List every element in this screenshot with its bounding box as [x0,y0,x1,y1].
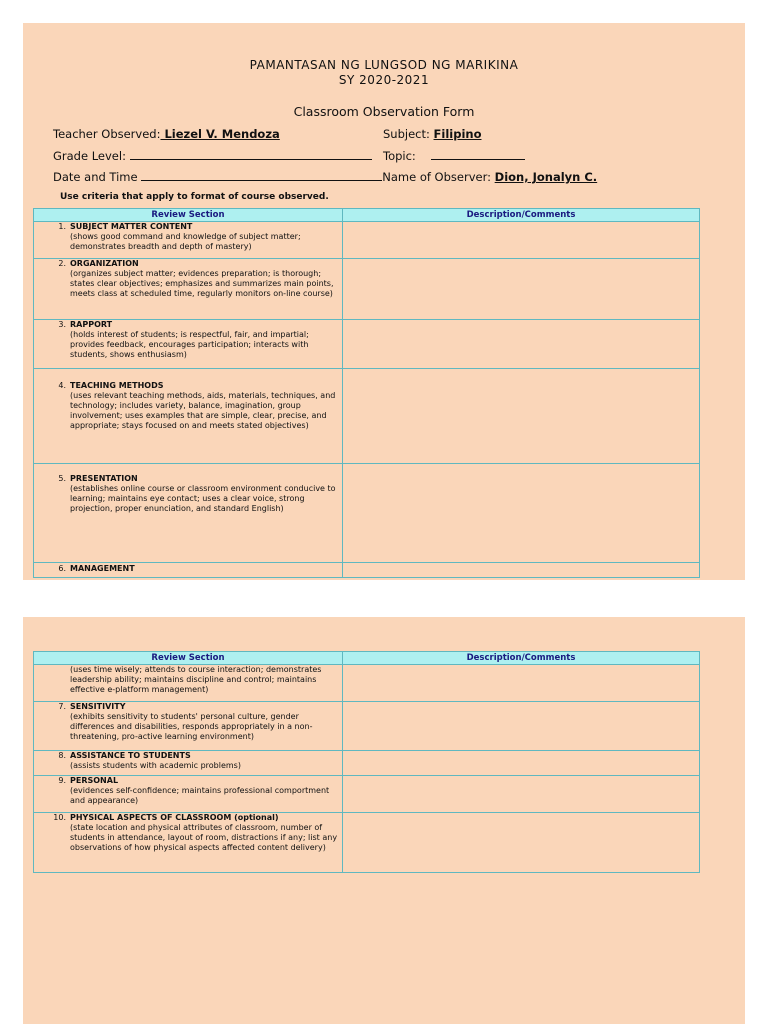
review-item: 10. PHYSICAL ASPECTS OF CLASSROOM (optional) (state location and physical attributes of classroom, number of students in attendance, layout of room, distractions if any; list any observations of how physical aspects affected content delivery) [53,813,338,852]
review-item: 2. ORGANIZATION (organizes subject matter; evidences preparation; is thorough; states clear objectives; emphasizes and summarizes main points, meets class at scheduled time, regularly monitors on-line course) [58,259,334,298]
table-row [34,222,700,259]
comment-cell[interactable] [343,813,700,873]
topic-label: Topic: [383,149,416,163]
review-section-header: Review Section [34,652,343,665]
item-title: SENSITIVITY [70,702,126,711]
comments-header: Description/Comments [343,209,700,222]
item-description: (establishes online course or classroom environment conducive to learning; maintains eye contact; uses a clear voice, strong projection, proper enunciation, and standard English) [70,484,336,513]
teacher-label: Teacher Observed: [53,127,161,141]
subject-label: Subject: [383,127,430,141]
table-header-row [34,209,700,222]
grade-blank-line [130,149,372,160]
review-item: 1. SUBJECT MATTER CONTENT (shows good command and knowledge of subject matter; demonstrates breadth and depth of mastery) [58,222,301,251]
item-title: PRESENTATION [70,474,138,483]
item-title: PERSONAL [70,776,119,785]
item-title: ASSISTANCE TO STUDENTS [70,751,191,760]
item-title: PHYSICAL ASPECTS OF CLASSROOM (optional) [70,813,279,822]
observer-value: Dion, Jonalyn C. [494,170,598,184]
comment-cell[interactable] [343,464,700,563]
review-section-header: Review Section [34,209,343,222]
form-title: Classroom Observation Form [293,104,475,119]
table-row [34,665,700,702]
review-item: 5. PRESENTATION (establishes online course or classroom environment conducive to learning; maintains eye contact; uses a clear voice, strong projection, proper enunciation, and standard English) [58,474,336,513]
item-description: (shows good command and knowledge of subject matter; demonstrates breadth and depth of mastery) [70,232,301,251]
comment-cell[interactable] [343,751,700,776]
review-item: 4. TEACHING METHODS (uses relevant teaching methods, aids, materials, techniques, and technology; includes variety, balance, imagination, group involvement; uses examples that are simple, clear, precise, and appropriate; stays focused on and meets stated objectives) [58,381,336,430]
review-item: 6. MANAGEMENT [58,564,135,573]
school-year: SY 2020-2021 [338,73,430,87]
datetime-blank-line [141,170,382,181]
comment-cell[interactable] [343,563,700,578]
review-item: 8. ASSISTANCE TO STUDENTS (assists students with academic problems) [58,751,241,770]
table-row [34,751,700,776]
table-header-row [34,652,700,665]
item-title: TEACHING METHODS [70,381,164,390]
review-item: 9. PERSONAL (evidences self-confidence; maintains professional comportment and appearance) [58,776,330,805]
review-item: 7. SENSITIVITY (exhibits sensitivity to students' personal culture, gender differences and disabilities, responds appropriately in a non-threatening, pro-active learning environment) [58,702,313,741]
grade-label: Grade Level: [53,149,126,163]
table-row [34,259,700,320]
university-name: PAMANTASAN NG LUNGSOD NG MARIKINA [249,58,519,72]
table-row [34,776,700,813]
table-row [34,369,700,464]
comments-header: Description/Comments [343,652,700,665]
comment-cell[interactable] [343,222,700,259]
comment-cell[interactable] [343,369,700,464]
table-row [34,464,700,563]
form-page-2 [23,617,745,1024]
item-description: (holds interest of students; is respectful, fair, and impartial; provides feedback, encourages participation; interacts with students, shows enthusiasm) [70,330,309,359]
table-row [34,563,700,578]
item-description: (state location and physical attributes of classroom, number of students in attendance, layout of room, distractions if any; list any observations of how physical aspects affected content delivery) [70,823,338,852]
comment-cell[interactable] [343,702,700,751]
table-row [34,702,700,751]
item-title: SUBJECT MATTER CONTENT [70,222,193,231]
criteria-note: Use criteria that apply to format of course observed. [60,192,329,202]
table-row [34,813,700,873]
teacher-observed-field [53,127,280,141]
item-description: (uses relevant teaching methods, aids, materials, techniques, and technology; includes variety, balance, imagination, group involvement; uses examples that are simple, clear, precise, and appropriate; stays focused on and meets stated objectives) [70,391,336,430]
item-description: (assists students with academic problems) [70,761,241,770]
item-description: (organizes subject matter; evidences preparation; is thorough; states clear objectives; emphasizes and summarizes main points, meets class at scheduled time, regularly monitors on-line course) [70,269,334,298]
review-item: 3. RAPPORT (holds interest of students; is respectful, fair, and impartial; provides feedback, encourages participation; interacts with students, shows enthusiasm) [58,320,309,359]
teacher-value: Liezel V. Mendoza [160,127,280,141]
form-page-1 [23,23,745,580]
item-title: RAPPORT [70,320,113,329]
topic-blank-line [431,149,525,160]
item-title: ORGANIZATION [70,259,139,268]
observation-table-2 [33,651,700,873]
datetime-label: Date and Time [53,170,138,184]
subject-value: Filipino [433,127,482,141]
review-item [34,665,342,695]
item-description: (exhibits sensitivity to students' personal culture, gender differences and disabilities, responds appropriately in a non-threatening, pro-active learning environment) [70,712,313,741]
item-description: (uses time wisely; attends to course interaction; demonstrates leadership ability; maintains discipline and control; maintains effective e-platform management) [70,665,322,694]
comment-cell[interactable] [343,776,700,813]
item-title: MANAGEMENT [70,564,135,573]
comment-cell[interactable] [343,259,700,320]
observer-label: Name of Observer: [382,170,491,184]
comment-cell[interactable] [343,320,700,369]
topic-field [383,149,525,163]
subject-field [383,127,481,141]
comment-cell[interactable] [343,665,700,702]
observation-table-1 [33,208,700,578]
table-row [34,320,700,369]
grade-level-field [53,149,372,163]
item-description: (evidences self-confidence; maintains professional comportment and appearance) [70,786,330,805]
date-time-field [53,170,597,184]
